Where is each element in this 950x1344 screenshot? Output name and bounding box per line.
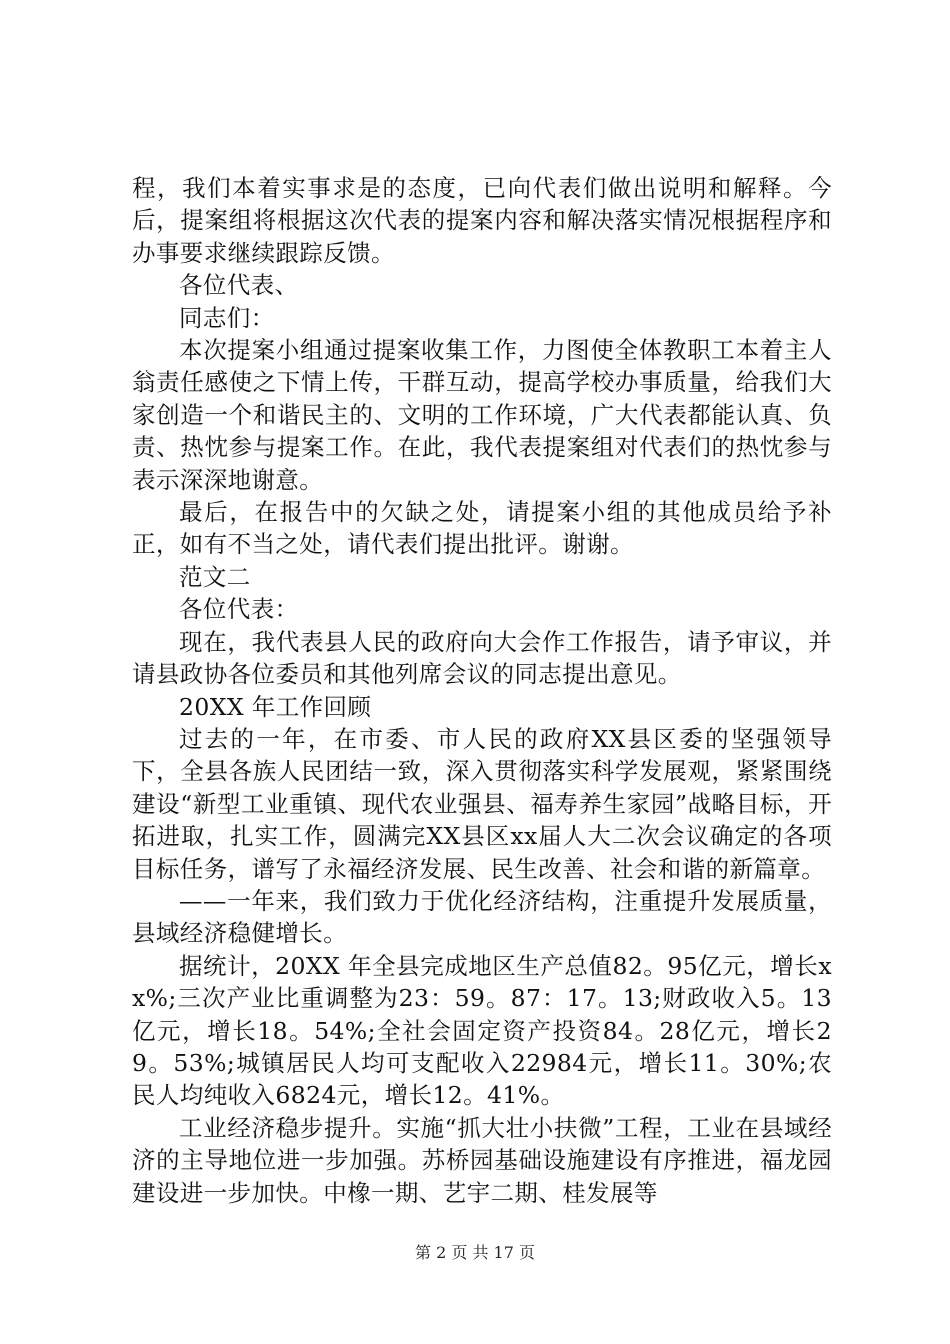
paragraph-industry: 工业经济稳步提升。实施“抓大壮小扶微”工程，工业在县域经济的主导地位进一步加强。苏桥园基础设施建设有序推进，福龙园建设进一步加快。中橡一期、艺宇二期、桂发展等 bbox=[132, 1113, 832, 1207]
paragraph-review: 过去的一年，在市委、市人民的政府XX县区委的坚强领导下，全县各族人民团结一致，深入贯彻落实科学发展观，紧紧围绕建设“新型工业重镇、现代农业强县、福寿养生家园”战略目标，开拓进取，扎实工作，圆满完XX县区xx届人大二次会议确定的各项目标任务，谱写了永福经济发展、民生改善、社会和谐的新篇章。 bbox=[132, 724, 832, 883]
page-number-footer: 第 2 页 共 17 页 bbox=[415, 1243, 535, 1262]
paragraph-salutation-delegates-2: 各位代表： bbox=[179, 595, 299, 624]
paragraph-salutation-comrades: 同志们： bbox=[179, 303, 275, 332]
section-heading-year-review: 20XX 年工作回顾 bbox=[179, 692, 372, 721]
paragraph-statistics: 据统计，20XX 年全县完成地区生产总值82。95亿元，增长xx%;三次产业比重调整为23：59。87：17。13;财政收入5。13亿元，增长18。54%;全社会固定资产投资84。28亿元，增长29。53%;城镇居民人均可支配收入22984元，增长11。30%;农民人均纯收入6824元，增长12。41%。 bbox=[132, 951, 832, 1110]
section-heading-sample-two: 范文二 bbox=[179, 562, 251, 591]
paragraph-continuation: 程，我们本着实事求是的态度，已向代表们做出说明和解释。今后，提案组将根据这次代表的提案内容和解决落实情况根据程序和办事要求继续跟踪反馈。 bbox=[132, 174, 832, 267]
paragraph-closing: 最后，在报告中的欠缺之处，请提案小组的其他成员给予补正，如有不当之处，请代表们提出批评。谢谢。 bbox=[132, 498, 832, 559]
paragraph-economy: ——一年来，我们致力于优化经济结构，注重提升发展质量，县域经济稳健增长。 bbox=[132, 886, 832, 948]
document-body bbox=[132, 172, 832, 1209]
paragraph-body: 本次提案小组通过提案收集工作，力图使全体教职工本着主人翁责任感使之下情上传，干群互动，提高学校办事质量，给我们大家创造一个和谐民主的、文明的工作环境，广大代表都能认真、负责、热忱参与提案工作。在此，我代表提案组对代表们的热忱参与表示深深地谢意。 bbox=[132, 336, 832, 494]
paragraph-intro: 现在，我代表县人民的政府向大会作工作报告，请予审议，并请县政协各位委员和其他列席会议的同志提出意见。 bbox=[132, 627, 832, 689]
paragraph-salutation-delegates: 各位代表、 bbox=[179, 271, 299, 300]
